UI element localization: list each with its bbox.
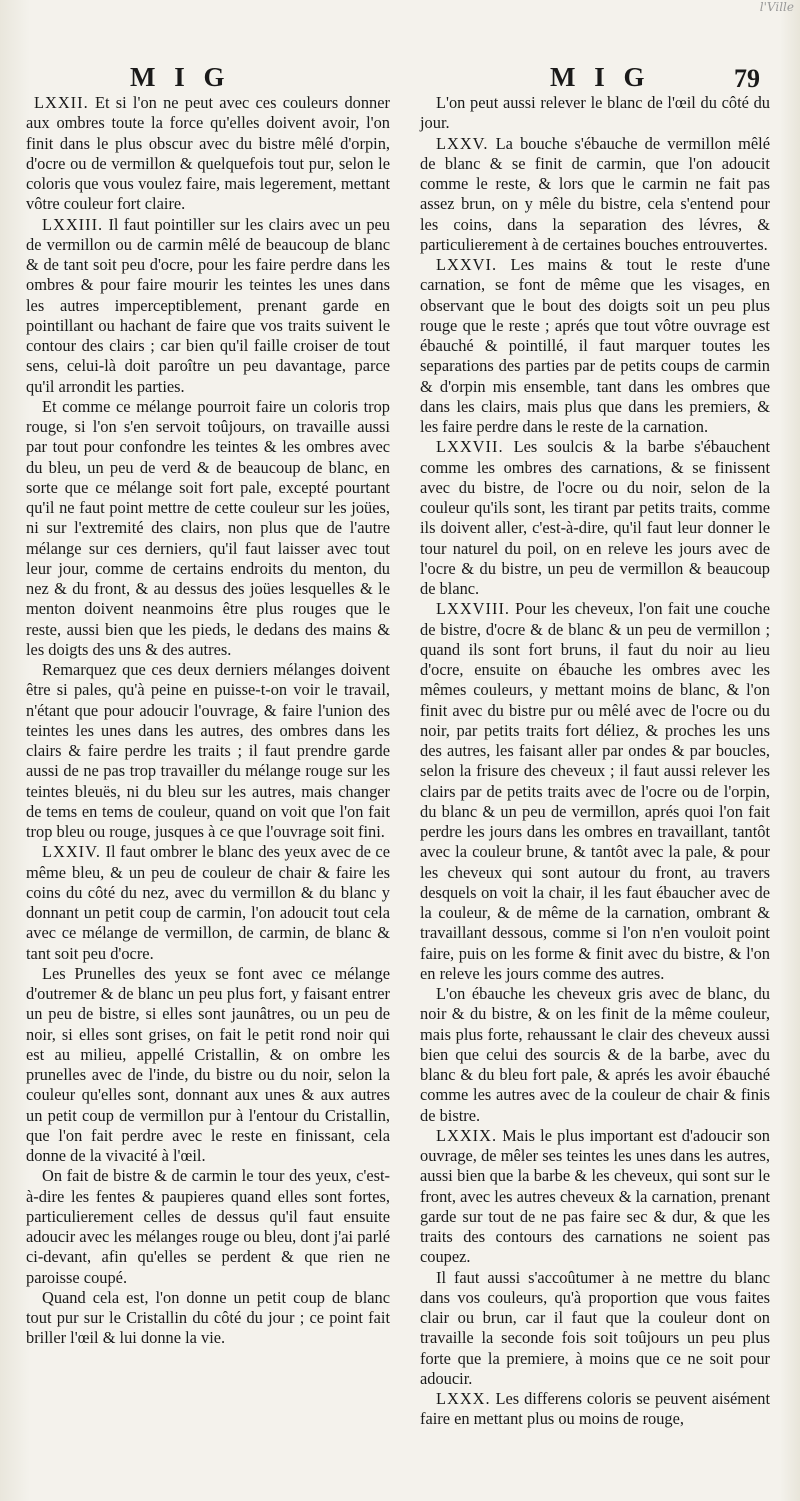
left-column [26,93,390,1349]
article-number: LXXX. [436,1389,491,1408]
paragraph-text: Quand cela est, l'on donne un petit coup de blanc tout pur sur le Cristallin du côté du jour ; ce point fait briller l'œil & lui donne la vie. [26,1287,390,1348]
paragraph [420,599,770,984]
paragraph [420,984,770,1126]
article-number: LXXIII. [42,214,104,234]
article-number: LXXVII. [436,437,504,457]
paragraph-text: Pour les cheveux, l'on fait une couche de bistre, d'ocre & de blanc & un peu de vermillon ; quand ils sont fort bruns, il faut du noir au lieu d'ocre, ensuite on ébauche les ombres avec les mêmes couleurs, y mettant moins de blanc, & l'on finit avec du bistre pur ou mêlé avec de l'ocre ou du noir, par petits traits fort déliez, & proches les uns des autres, les faisant aller par ondes & par boucles, selon la frisure des cheveux ; il faut aussi relever les clairs par de petits traits avec de l'ocre ou de l'orpin, du blanc & un peu de vermillon, aprés quoi l'on fait perdre les jours dans les ombres en travaillant, tantôt avec la couleur brune, & tantôt avec la pale, & pour les cheveux qui sont autour du front, au travers desquels on voit la chair, il les faut ébaucher avec de la couleur, & de même de la carnation, ombrant & travaillant dessous, comme si l'on n'en vouloit point faire, puis on les forme & finit avec du bistre, & l'on en releve les jours comme des autres. [420,599,770,983]
paragraph [26,93,390,215]
paragraph-text: On fait de bistre & de carmin le tour des yeux, c'est-à-dire les fentes & paupieres quand elles sont fortes, particulierement celles de dessus qu'il faut ensuite adoucir avec les mélanges rouge ou bleu, dont j'ai parlé ci-devant, afin qu'elles se perdent & que rien ne paroisse coupé. [26,1166,390,1287]
paragraph [420,93,770,134]
article-number: LXXVI. [436,255,498,274]
paragraph [420,1126,770,1268]
paragraph [420,1268,770,1390]
paragraph [420,1389,770,1430]
paragraph-text: Les soulcis & la barbe s'ébauchent comme les ombres des carnations, & se finissent avec du bistre, de l'ocre ou du noir, selon de la couleur qu'ils sont, les tirant par petits traits, comme ils doivent aller, c'est-à-dire, qu'il faut leur donner le tour naturel du poil, on en releve les jours avec de l'ocre & du bistre, un peu de vermillon & beaucoup de blanc. [420,437,770,598]
paragraph-text: Mais le plus important est d'adoucir son ouvrage, de mêler ses teintes les unes dans les autres, aussi bien que la barbe & les cheveux, qui sont sur le front, avec les autres cheveux & la carnation, prenant garde sur tout de ne pas faire sec & dur, & que les traits des contours des carnations ne soient pas coupez. [420,1125,770,1267]
paragraph-text: Les mains & tout le reste d'une carnation, se font de même que les visages, en observant que le bout des doigts soit un peu plus rouge que le reste ; aprés que tout vôtre ouvrage est ébauché & pointillé, il faut marquer toutes les separations des parties par de petits coups de carmin & d'orpin mis ensemble, tant dans les ombres que dans les clairs, mais plus que dans les premiers, & les faire perdre dans le reste de la carnation. [420,255,770,436]
article-number: LXXIV. [42,842,101,862]
paragraph [420,255,770,437]
running-head-right: M I G [550,62,651,92]
paragraph-text: Et comme ce mélange pourroit faire un coloris trop rouge, si l'on s'en servoit toûjours, on travaille aussi par tout pour confondre les teintes & les ombres avec du bleu, un peu de verd & de beaucoup de blanc, en sorte que ce mélange soit fort pale, excepté pourtant qu'il ne faut point mettre de cette couleur sur les joües, ni sur l'extremité des clairs, non plus que de l'autre mélange sur ces derniers, qu'il faut laisser avec tout leur jour, comme de certains endroits du menton, du nez & du front, & au dessus des joües lesquelles & le menton doivent neanmoins être plus rouges que le reste, aussi bien que les pieds, le dedans des mains & les doigts des uns & des autres. [26,396,390,659]
paragraph-text: La bouche s'ébauche de vermillon mêlé de blanc & se finit de carmin, que l'on adoucit comme le reste, & lors que le carmin ne fait pas assez brun, on y mêle du bistre, cela s'entend pour les coins, dans la separation des lévres, & particulierement à de certaines bouches entrouvertes. [420,133,770,254]
paragraph-text: Les Prunelles des yeux se font avec ce mélange d'outremer & de blanc un peu plus fort, y faisant entrer un peu de bistre, si elles sont jaunâtres, ou un peu de noir, si elles sont grises, on fait le petit rond noir qui est au milieu, appellé Cristallin, & on ombre les prunelles avec de l'inde, du bistre ou du noir, selon la couleur qu'elles sont, donnant aux unes & aux autres un petit coup de vermillon pur à l'entour du Cristallin, que l'on fait perdre avec le reste en finissant, cela donne de la vivacité à l'œil. [26,963,390,1165]
page-number: 79 [734,64,760,93]
right-column [420,93,770,1430]
paragraph-text: L'on peut aussi relever le blanc de l'œil du côté du jour. [420,93,770,133]
paragraph-text: Remarquez que ces deux derniers mélanges doivent être si pales, qu'à peine en puisse-t-on voir le travail, n'étant que pour adoucir l'ouvrage, & faire l'union des teintes les unes dans les autres, des ombres dans les clairs & faire perdre les traits ; il faut prendre garde aussi de ne pas trop travailler du mélange rouge sur les teintes bleuës, ni du bleu sur les autres, mais changer de tems en tems de couleur, quand on voit que l'on fait trop bleu ou rouge, jusques à ce que l'ouvrage soit fini. [26,660,390,841]
paragraph [420,437,770,599]
paragraph-text: Les differens coloris se peuvent aisément faire en mettant plus ou moins de rouge, [420,1389,770,1429]
running-head-left: M I G [130,62,231,92]
paragraph-text: Il faut pointiller sur les clairs avec un peu de vermillon ou de carmin mêlé de beaucoup de blanc & de tant soit peu d'ocre, pour les faire perdre dans les ombres & pour faire mourir les teintes les unes dans les autres imperceptiblement, prenant garde en pointillant ou hachant de faire que vos traits suivent le contour des clairs ; car bien qu'il faille croiser de tout sens, celui-là doit paroître un peu davantage, parce qu'il arrondit les parties. [26,214,390,396]
paragraph-text: Il faut aussi s'accoûtumer à ne mettre du blanc dans vos couleurs, qu'à proportion que vous faites clair ou brun, car il faut que la couleur dont on travaille la seconde fois soit toûjours un peu plus forte que la premiere, à moins que ce ne soit pour adoucir. [420,1267,770,1388]
paragraph-text: Et si l'on ne peut avec ces couleurs donner aux ombres toute la force qu'elles doivent avoir, l'on finit dans le plus obscur avec du bistre mêlé d'orpin, d'ocre ou de vermillon & quelquefois tout pur, selon le coloris que vous voulez faire, mais legerement, mettant vôtre couleur fort claire. [26,93,390,214]
paragraph [26,842,390,964]
paragraph [26,1288,390,1349]
corner-mark: l'Ville [759,0,794,14]
paragraph [420,134,770,256]
paragraph-text: L'on ébauche les cheveux gris avec de blanc, du noir & du bistre, & on les finit de la même couleur, mais plus forte, rehaussant le clair des cheveux aussi bien que celui des sourcis & de la barbe, avec du blanc & du bleu fort pale, & aprés les avoir ébauché comme les autres avec de la couleur de chair & finis de bistre. [420,984,770,1125]
paragraph [26,397,390,660]
paragraph-text: Il faut ombrer le blanc des yeux avec de ce même bleu, & un peu de couleur de chair & faire les coins du côté du nez, avec du vermillon & du blanc y donnant un petit coup de carmin, l'on adoucit tout cela avec ce mélange de vermillon, de carmin, de blanc & tant soit peu d'ocre. [26,842,390,963]
paragraph [26,660,390,842]
paragraph [26,215,390,397]
article-number: LXXV. [436,133,489,153]
article-number: LXXII. [34,93,89,112]
article-number: LXXIX. [436,1125,498,1145]
paragraph [26,1166,390,1288]
paragraph [26,964,390,1167]
article-number: LXXVIII. [436,599,510,619]
